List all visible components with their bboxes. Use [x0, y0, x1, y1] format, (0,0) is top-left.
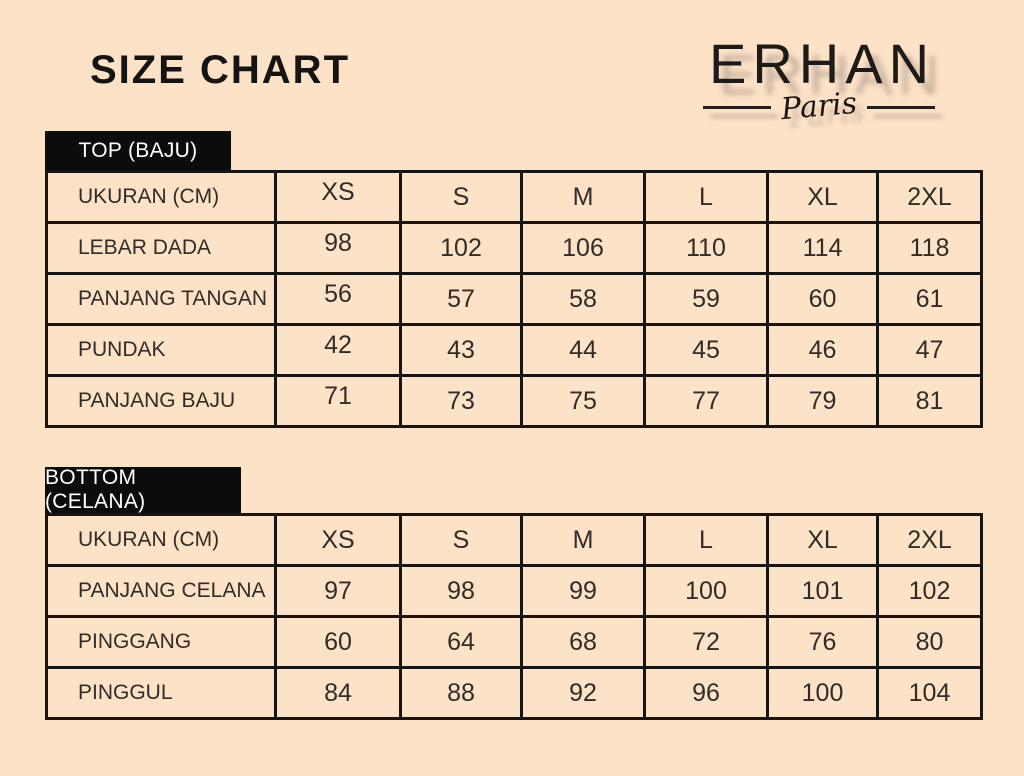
size-header-cell	[277, 173, 399, 221]
row-label-cell-text: PANJANG BAJU	[78, 389, 236, 412]
size-header-cell-text: XS	[321, 525, 355, 554]
value-cell	[879, 669, 980, 717]
value-cell	[523, 567, 643, 615]
logo-right-rule	[867, 106, 935, 109]
value-cell	[402, 224, 520, 272]
section-label-bottom: BOTTOM (CELANA)	[45, 467, 241, 513]
value-cell	[769, 326, 876, 374]
size-header-cell	[769, 516, 876, 564]
value-cell-text: 97	[324, 576, 352, 605]
value-cell	[523, 669, 643, 717]
value-cell	[277, 669, 399, 717]
row-label-cell	[48, 567, 274, 615]
size-header-cell-text: L	[699, 525, 713, 554]
value-cell-text: 118	[909, 233, 950, 262]
size-header-cell	[402, 173, 520, 221]
size-header-cell-text: S	[452, 182, 470, 211]
row-label-cell	[48, 326, 274, 374]
value-cell	[879, 224, 980, 272]
size-header-cell	[523, 516, 643, 564]
size-table-bottom	[45, 513, 983, 720]
row-label-cell	[48, 224, 274, 272]
size-header-cell	[277, 516, 399, 564]
value-cell	[769, 377, 876, 425]
value-cell	[277, 224, 399, 272]
size-header-cell-text: S	[452, 525, 470, 554]
brand-logo	[703, 32, 936, 128]
value-cell	[277, 377, 399, 425]
value-cell-text: 58	[569, 284, 597, 313]
value-cell-text: 47	[915, 335, 944, 364]
value-cell-text: 68	[569, 627, 597, 656]
value-cell	[523, 224, 643, 272]
size-header-cell-text: XS	[321, 177, 355, 206]
value-cell	[402, 326, 520, 374]
size-header-cell	[646, 173, 766, 221]
value-cell-text: 96	[692, 678, 720, 707]
value-cell	[769, 618, 876, 666]
size-header-cell-text: M	[572, 182, 594, 211]
value-cell-text: 100	[685, 576, 727, 605]
page-title: SIZE CHART	[90, 48, 350, 92]
value-cell	[646, 224, 766, 272]
value-cell-text: 80	[915, 627, 944, 656]
value-cell-text: 73	[447, 386, 475, 415]
value-cell-text: 100	[801, 678, 844, 707]
value-cell	[277, 326, 399, 374]
value-cell-text: 77	[692, 386, 720, 415]
row-label-cell	[48, 275, 274, 323]
value-cell	[523, 618, 643, 666]
row-label-cell-text: PINGGANG	[78, 630, 192, 653]
value-cell-text: 46	[808, 335, 837, 364]
value-cell	[277, 275, 399, 323]
value-cell-text: 79	[808, 386, 837, 415]
size-header-cell	[646, 516, 766, 564]
row-label-cell	[48, 669, 274, 717]
value-cell	[402, 618, 520, 666]
value-cell-text: 92	[569, 678, 597, 707]
value-cell	[769, 224, 876, 272]
value-cell-text: 76	[808, 627, 837, 656]
value-cell	[769, 275, 876, 323]
logo-left-rule	[703, 106, 771, 109]
value-cell	[879, 275, 980, 323]
value-cell-text: 101	[801, 576, 844, 605]
brand-subtitle: Paris	[779, 85, 859, 128]
size-header-cell-text: 2XL	[907, 182, 952, 211]
value-cell-text: 110	[686, 233, 726, 262]
value-cell	[277, 567, 399, 615]
value-cell	[402, 669, 520, 717]
value-cell-text: 42	[324, 330, 352, 359]
value-cell-text: 71	[324, 381, 352, 410]
value-cell-text: 99	[569, 576, 597, 605]
value-cell-text: 60	[808, 284, 837, 313]
brand-subtitle-row	[703, 85, 935, 128]
size-header-cell	[769, 173, 876, 221]
value-cell	[646, 669, 766, 717]
brand-name: ERHAN	[709, 32, 936, 95]
unit-header-cell	[48, 173, 274, 221]
size-header-cell-text: M	[572, 525, 594, 554]
value-cell	[402, 275, 520, 323]
value-cell-text: 75	[569, 386, 597, 415]
value-cell	[402, 377, 520, 425]
value-cell-text: 59	[692, 284, 720, 313]
value-cell-text: 44	[569, 335, 597, 364]
value-cell-text: 114	[802, 233, 843, 262]
value-cell-text: 45	[692, 335, 720, 364]
size-header-cell	[402, 516, 520, 564]
value-cell-text: 102	[908, 576, 951, 605]
value-cell	[646, 326, 766, 374]
value-cell-text: 106	[562, 233, 604, 262]
value-cell	[879, 618, 980, 666]
row-label-cell	[48, 377, 274, 425]
value-cell-text: 72	[692, 627, 720, 656]
value-cell-text: 60	[324, 627, 352, 656]
value-cell	[646, 377, 766, 425]
size-header-cell-text: XL	[807, 182, 838, 211]
value-cell	[769, 567, 876, 615]
size-header-cell-text: XL	[807, 525, 838, 554]
value-cell-text: 57	[447, 284, 475, 313]
value-cell-text: 84	[324, 678, 352, 707]
value-cell-text: 56	[324, 279, 352, 308]
value-cell	[402, 567, 520, 615]
value-cell	[879, 377, 980, 425]
value-cell	[523, 326, 643, 374]
value-cell	[646, 618, 766, 666]
size-header-cell-text: L	[699, 182, 713, 211]
row-label-cell-text: PINGGUL	[78, 681, 173, 704]
value-cell	[879, 567, 980, 615]
value-cell-text: 61	[915, 284, 944, 313]
value-cell	[769, 669, 876, 717]
size-header-cell-text: 2XL	[907, 525, 952, 554]
size-header-cell	[879, 173, 980, 221]
row-label-cell-text: LEBAR DADA	[78, 236, 212, 259]
unit-header-cell-text: UKURAN (CM)	[78, 185, 220, 208]
value-cell-text: 104	[908, 678, 951, 707]
value-cell	[277, 618, 399, 666]
row-label-cell-text: PUNDAK	[78, 338, 166, 361]
row-label-cell	[48, 618, 274, 666]
size-header-cell	[523, 173, 643, 221]
unit-header-cell-text: UKURAN (CM)	[78, 528, 220, 551]
value-cell-text: 98	[324, 228, 352, 257]
value-cell-text: 88	[447, 678, 475, 707]
value-cell	[879, 326, 980, 374]
size-header-cell	[879, 516, 980, 564]
value-cell-text: 98	[447, 576, 475, 605]
value-cell-text: 43	[447, 335, 475, 364]
value-cell-text: 64	[447, 627, 475, 656]
row-label-cell-text: PANJANG CELANA	[78, 579, 266, 602]
section-label-top: TOP (BAJU)	[45, 131, 231, 170]
row-label-cell-text: PANJANG TANGAN	[78, 287, 268, 310]
value-cell	[523, 275, 643, 323]
size-table-top	[45, 170, 983, 428]
value-cell	[646, 275, 766, 323]
value-cell	[646, 567, 766, 615]
value-cell-text: 81	[915, 386, 944, 415]
value-cell-text: 102	[440, 233, 482, 262]
unit-header-cell	[48, 516, 274, 564]
value-cell	[523, 377, 643, 425]
